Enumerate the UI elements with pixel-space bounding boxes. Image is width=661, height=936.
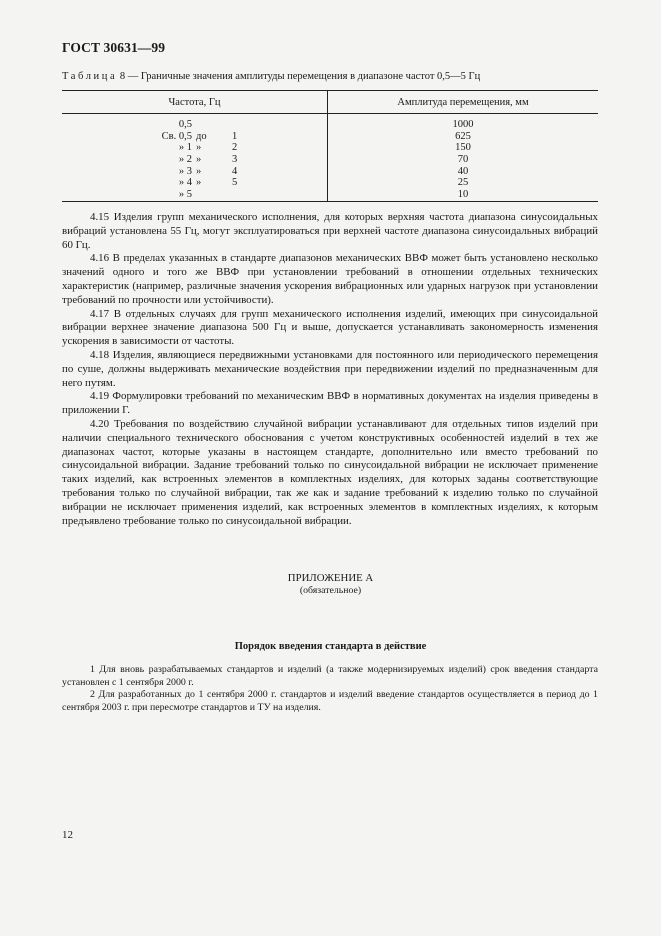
frequency-cell: » 4 [178,177,192,189]
frequency-cell: 0,5 [178,119,192,130]
frequency-cell: 4 [232,165,238,177]
frequency-cell: » [196,142,202,154]
frequency-cell: 1 [232,130,238,142]
appendix-item: 2 Для разработанных до 1 сентября 2000 г. стандартов и изделий введение стандартов осуществляется в период до 1 сентября 2003 г. при пересмотре стандартов и ТУ на изделия. [62,689,598,713]
table-row-frequency [152,142,262,154]
table-header-frequency: Частота, Гц [168,97,221,108]
paragraph: 4.16 В пределах указанных в стандарте диапазонов механических ВВФ может быть установлено несколько значений одного и того же ВВФ при установлении требований в отношении отдельных технических характеристик (например, различные значения ускорения вибрационных или ударных нагрузок при установлении требований по прочности или устойчивости). [62,252,598,306]
appendix-text [62,664,598,714]
paragraph: 4.19 Формулировки требований по механическим ВВФ в нормативных документах на изделия приведены в приложении Г. [62,390,598,417]
document-header: ГОСТ 30631—99 [62,40,166,55]
table-row-amplitude: 625 [455,130,471,142]
table-row-amplitude: 25 [457,177,469,189]
body-text [62,211,598,528]
frequency-column [152,119,262,201]
table-row-frequency [152,177,262,189]
frequency-cell: 5 [232,177,238,189]
table-row-amplitude: 40 [457,165,469,177]
table-caption [62,71,480,82]
frequency-cell: » [196,154,202,166]
table-row-frequency [152,119,262,131]
page-number: 12 [62,829,73,841]
frequency-cell: 2 [232,142,238,154]
frequency-cell: 3 [232,154,238,166]
paragraph: 4.20 Требования по воздействию случайной вибрации устанавливают для отдельных типов изделий при наличии специального технического обоснования с учетом конструктивных особенностей изделий в тех же диапазонах частот, которые указаны в настоящем стандарте, дополнительно или вместо требований по синусоидальной вибрации. Задание требований только по синусоидальной вибрации не исключает применение таких изделий, как встроенных элементов в комплектных изделиях, для которых заданы соответствующие требования только по случайной вибрации, так же как и задание требований к изделию только по случайной вибрации не исключает применения изделий, как встроенных элементов в комплектных изделиях, к которым предъявлено требование только по синусоидальной вибрации. [62,417,598,527]
amplitude-table [62,90,598,202]
table-row-amplitude: 10 [457,189,469,201]
frequency-cell: » [196,177,202,189]
table-row-amplitude: 1000 [452,119,474,130]
frequency-cell: » 2 [178,154,192,166]
table-row-amplitude: 70 [457,154,469,166]
table-caption-prefix: Таблица [62,71,118,82]
frequency-cell: » 5 [178,189,192,201]
table-header-amplitude: Амплитуда перемещения, мм [397,97,529,108]
table-header-divider [62,113,598,114]
section-title: Порядок введения стандарта в действие [234,641,427,652]
table-row-frequency [152,166,262,178]
table-row-frequency [152,154,262,166]
table-row-frequency [152,189,262,201]
frequency-cell: » 3 [178,165,192,177]
appendix-title: ПРИЛОЖЕНИЕ А [287,572,374,584]
amplitude-column [328,119,598,201]
paragraph: 4.17 В отдельных случаях для групп механического исполнения изделий, имеющих при синусоидальной вибрации верхнее значение диапазона 500 Гц и выше, допускается устанавливать закономерность изменения ускорения в зависимости от частоты. [62,307,598,348]
table-row-amplitude: 150 [455,142,471,154]
table-caption-text: 8 — Граничные значения амплитуды перемещения в диапазоне частот 0,5—5 Гц [117,71,481,82]
paragraph: 4.18 Изделия, являющиеся передвижными установками для постоянного или периодического перемещения по суше, должны выдерживать механические воздействия при передвижении изделий по предназначенным для него путям. [62,348,598,389]
frequency-cell: » [196,165,202,177]
frequency-cell: » 1 [178,142,192,154]
appendix-item: 1 Для вновь разрабатываемых стандартов и изделий (а также модернизируемых изделий) срок введения стандарта установлен с 1 сентября 2000 г. [62,664,598,688]
table-row-frequency [152,131,262,143]
appendix-subtitle: (обязательное) [299,585,362,596]
frequency-cell: Св. 0,5 [161,130,192,142]
paragraph: 4.15 Изделия групп механического исполнения, для которых верхняя частота диапазона синусоидальных вибраций установлена 55 Гц, могут эксплуатироваться при верхней частоте диапазона синусоидальных вибраций 60 Гц. [62,211,598,251]
frequency-cell: до [196,130,207,142]
